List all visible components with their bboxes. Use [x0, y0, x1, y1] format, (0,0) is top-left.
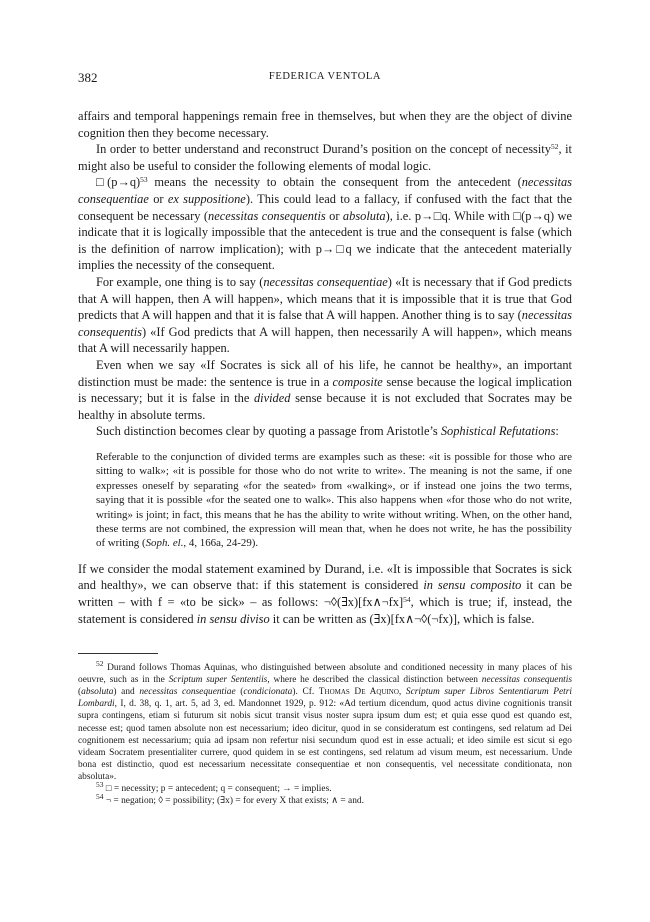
paragraph-5: Even when we say «If Socrates is sick all of his life, he cannot be healthy», an important distinction must be made: the sentence is true in a composite sense because the logical implication is necessary; but it is false in the divided sense because it is not excluded that Socrates may be healthy in absolute terms.	[78, 357, 572, 422]
running-head: FEDERICA VENTOLA	[268, 71, 382, 82]
paragraph-6: Such distinction becomes clear by quoting a passage from Aristotle’s Sophistical Refutations:	[96, 424, 559, 439]
footnote-divider	[78, 653, 158, 654]
page-number: 382	[78, 70, 98, 85]
block-quote: Referable to the conjunction of divided terms are examples such as these: «it is possible for those who are sitting to walk»; «it is possible for those who do not write to write». The meaning is not the same, if one expresses oneself by separating «for the seated» from «walking», or if instead one joins the two terms, saying that it is possible «for the seated one to walk». This also happens when «for those who do not write, writing» is joint; in fact, this means that he has the ability to write without writing. When, on the other hand, these terms are not combined, the expression will mean that, when he does not write, he has the possibility of writing (Soph. el., 4, 166a, 24-29).	[96, 450, 572, 550]
footnote-52: $^{52}$ Durand follows Thomas Aquinas, who distinguished between absolute and conditioned necessity in many places of his oeuvre, such as in the Scriptum super Sententiis, where he described the classical distinction between necessitas consequentis (absoluta) and necessitas consequentiae (condicionata). Cf. Thomas De Aquino, Scriptum super Libros Sententiarum Petri Lombardi, I, d. 38, q. 1, art. 5, ad 3, ed. Mandonnet 1929, p. 912: «Ad tertium dicendum, quod actus divine cognitionis transit supra contingens, etiam si futurum sit nobis sicut transit visus noster supra ipsum dum est; et quia esse quod est quando est, necesse est; quod tamen absolute non est necessarium; ideo dicitur, quod in se consideratum est contingens, sed relatum ad Dei cognitionem est necessarium; quia ad ipsam non refertur nisi secundum quod est in esse actuali; et ideo simile est sicut si ego videam Socratem presentialiter currere, quod quidem in se est contingens, sed relatum ad visum meum, est necessarium. Unde bona est distinctio, quod est necessarium necessitate consequentiae et non consequentis, vel necessitate conditionata, non absoluta».	[78, 659, 573, 782]
paragraph-1: affairs and temporal happenings remain free in themselves, but when they are the object of divine cognition then they become necessary.	[78, 109, 572, 140]
footnote-54: $^{54}$ ¬ = negation; ◊ = possibility; (∃x) = for every X that exists; ∧ = and.	[96, 792, 364, 807]
modal-formula: □(p→q)	[96, 175, 141, 190]
paragraph-7: If we consider the modal statement examined by Durand, i.e. «It is impossible that Socrates is sick and healthy», we can observe that: if this statement is considered in sensu composito it can be written – with f = «to be sick» – as follows: ¬◊(∃x)[fx∧¬fx]$^{54}$, which is true; if, instead, the statement is considered in sensu diviso it can be written as (∃x)[fx∧¬◊(¬fx)], which is false.	[78, 561, 572, 626]
footnote-ref-54[interactable]: 54	[403, 594, 411, 604]
page	[78, 70, 572, 807]
paragraph-4: For example, one thing is to say (necessitas consequentiae) «It is necessary that if God predicts that A will happen, then A will happen», which means that it is impossible that it is true that God predicts that A will happen and that it is false that A will happen. Another thing is to say (necessitas consequentis) «If God predicts that A will happen, then necessarily A will happen», which means that A will necessarily happen.	[78, 274, 572, 356]
footnote-ref-53[interactable]: 53	[140, 175, 148, 185]
citation: Soph. el.	[145, 537, 184, 550]
page-header	[78, 70, 572, 90]
paragraph-2: In order to better understand and reconstruct Durand’s position on the concept of necessity$^{52}$, it might also be useful to consider the following elements of modal logic.	[78, 142, 572, 173]
main-text	[78, 108, 572, 440]
footnote-53: $^{53}$ □ = necessity; p = antecedent; q = consequent; → = implies.	[96, 780, 332, 795]
footnotes	[78, 659, 573, 807]
paragraph-3: $□(p\to q)^{53}$ means the necessity to obtain the consequent from the antecedent (necessitas consequentiae or ex suppositione). This could lead to a fallacy, if confused with the fact that the consequent be necessary (necessitas consequentis or absoluta), i.e. p→□q. While with □(p→q) we indicate that it is logically impossible that the antecedent is true and the consequent is false (which is the definition of narrow implication); with p→□q we indicate that the antecedent materially implies the necessity of the consequent.	[78, 175, 573, 273]
footnote-ref-52[interactable]: 52	[550, 142, 559, 152]
author-smallcaps: Thomas De Aquino	[318, 687, 399, 698]
